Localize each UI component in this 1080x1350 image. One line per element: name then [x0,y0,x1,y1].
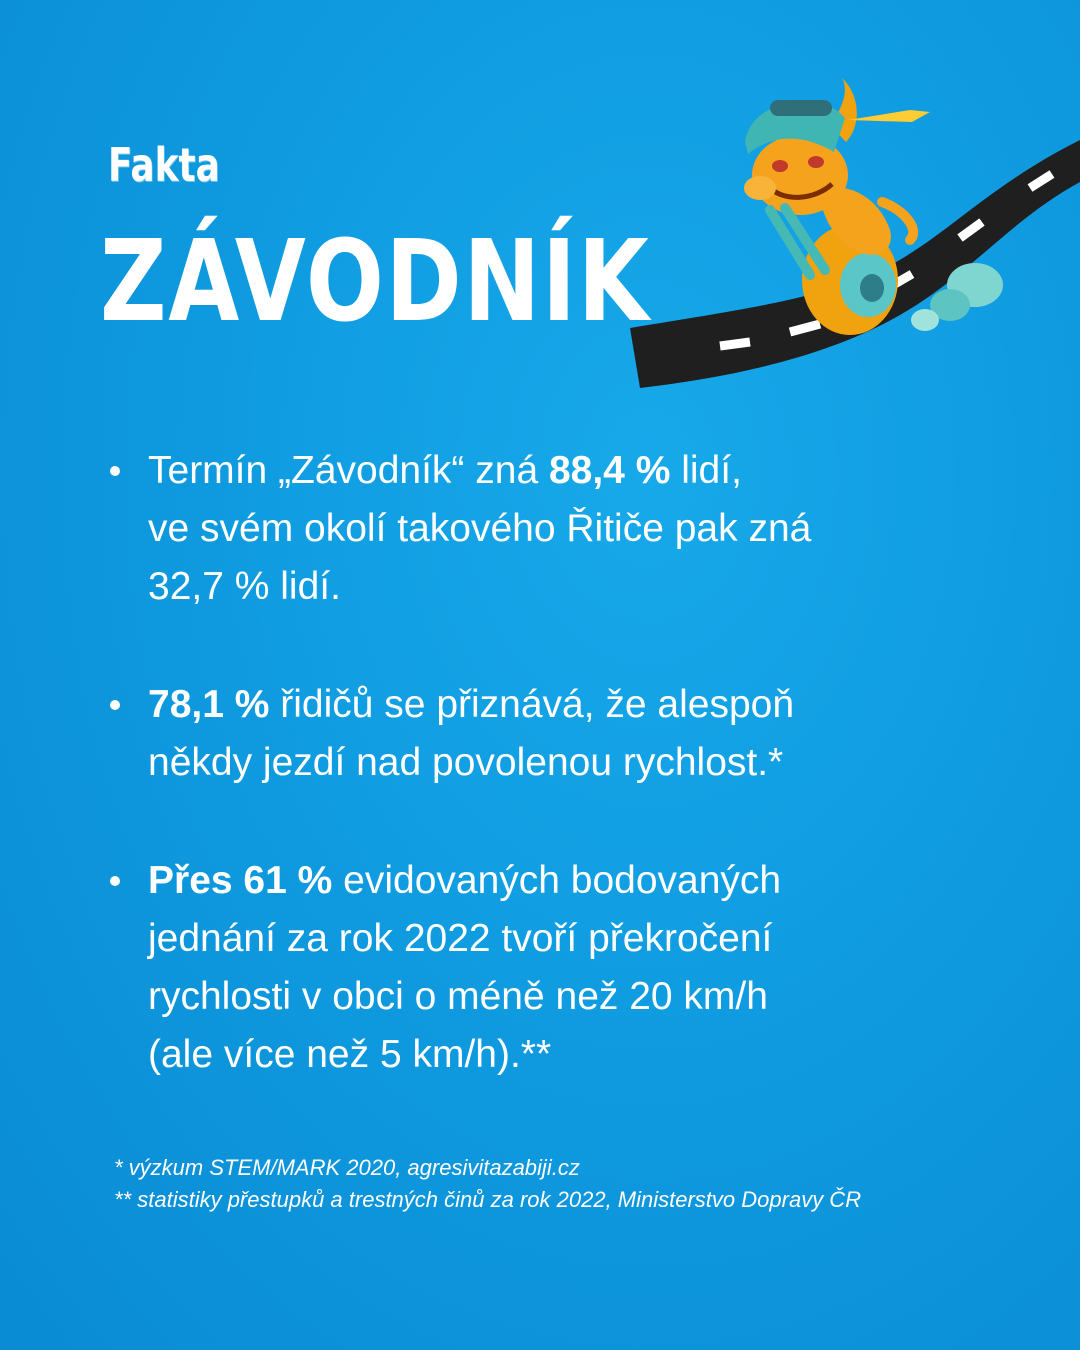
footnote: * výzkum STEM/MARK 2020, agresivitazabiji.cz [114,1155,580,1180]
fact-text: Termín „Závodník“ zná 88,4 % lidí, [148,449,742,492]
fact-text: (ale více než 5 km/h).** [148,1033,552,1076]
facts-list [110,442,990,1084]
page-title: ZÁVODNÍK [100,217,651,347]
fact-text: někdy jezdí nad povolenou rychlost.* [148,741,784,784]
fact-text: Přes 61 % evidovaných bodovaných [148,859,782,902]
fact-text: 78,1 % řidičů se přiznává, že alespoň [148,683,795,726]
footnotes [114,1152,861,1216]
list-item [110,852,990,1084]
fact-text: rychlosti v obci o méně než 20 km/h [148,975,768,1018]
fact-text: 32,7 % lidí. [148,565,341,608]
racer-mascot-on-road-icon [620,70,1080,400]
list-item [110,676,990,792]
bullet-icon [110,466,120,476]
fact-text: jednání za rok 2022 tvoří překročení [148,917,773,960]
bullet-icon [110,876,120,886]
footnote: ** statistiky přestupků a trestných činů za rok 2022, Ministerstvo Dopravy ČR [114,1187,862,1212]
list-item [110,442,990,616]
bullet-icon [110,700,120,710]
fact-text: ve svém okolí takového Řitiče pak zná [148,507,812,550]
kicker-label: Fakta [108,138,220,192]
